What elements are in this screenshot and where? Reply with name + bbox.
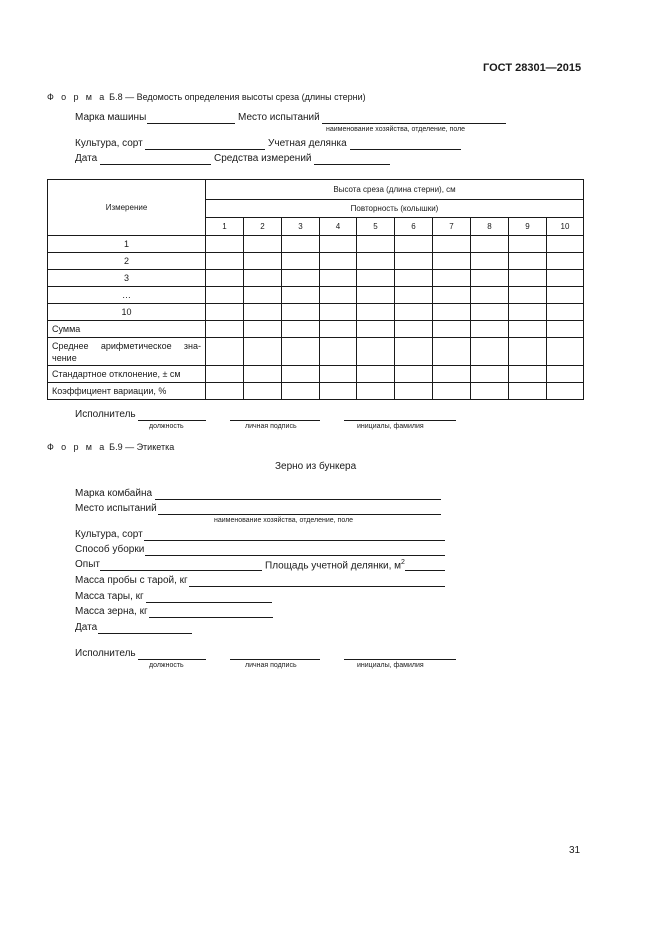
form9-place-line[interactable] [158, 514, 441, 515]
row-label: 2 [48, 253, 206, 270]
form8-sign-note: личная подпись [245, 423, 297, 430]
repeat-number: 9 [509, 218, 547, 236]
form9-sign-note: личная подпись [245, 662, 297, 669]
page-number: 31 [569, 845, 581, 856]
repeat-number: 2 [244, 218, 282, 236]
form9-name-line[interactable] [344, 659, 456, 660]
form8-title: Ф о р м а Б.8 — Ведомость определения высоты среза (длины стерни) [47, 92, 366, 102]
form9-performer-label: Исполнитель [75, 648, 136, 659]
height-measurement-table [47, 179, 584, 400]
form9-method-line[interactable] [145, 555, 445, 556]
form8-crop-line[interactable] [145, 149, 265, 150]
form9-plot-area-label: Площадь учетной делянки, $м^2$ [265, 559, 405, 572]
form8-plot-label: Учетная делянка [268, 138, 347, 149]
form8-crop-label: Культура, сорт [75, 138, 143, 149]
form9-sample-mass-line[interactable] [189, 586, 445, 587]
row-label-cv: Коэффициент вариации, % [48, 383, 206, 400]
header-measurement: Измерение [48, 180, 206, 236]
repeat-number: 1 [206, 218, 244, 236]
form9-place-note: наименование хозяйства, отделение, поле [214, 517, 354, 524]
header-repeat: Повторность (колышки) [206, 200, 584, 218]
form9-position-line[interactable] [138, 659, 206, 660]
form8-machine-line[interactable] [147, 123, 235, 124]
form8-date-label: Дата [75, 153, 98, 164]
form8-position-note: должность [149, 423, 184, 430]
repeat-number: 10 [547, 218, 584, 236]
form8-instruments-line[interactable] [314, 164, 390, 165]
form9-sign-line[interactable] [230, 659, 320, 660]
table-row [48, 304, 584, 321]
document-code: ГОСТ 28301—2015 [483, 62, 582, 74]
form9-grain-mass-line[interactable] [149, 617, 273, 618]
form8-name-line[interactable] [344, 420, 456, 421]
form8-performer-label: Исполнитель [75, 409, 136, 420]
row-label: 1 [48, 236, 206, 253]
repeat-number: 7 [433, 218, 471, 236]
form9-combine-line[interactable] [155, 499, 441, 500]
form8-machine-label: Марка машины [75, 112, 147, 123]
form8-instruments-label: Средства измерений [214, 153, 312, 164]
table-row [48, 253, 584, 270]
form9-subtitle: Зерно из бункера [275, 461, 357, 472]
form9-crop-line[interactable] [144, 540, 445, 541]
form9-position-note: должность [149, 662, 184, 669]
form9-place-label: Место испытаний [75, 503, 157, 514]
form9-crop-label: Культура, сорт [75, 529, 143, 540]
repeat-number: 5 [357, 218, 395, 236]
table-row-sum [48, 321, 584, 338]
repeat-number: 8 [471, 218, 509, 236]
table-row-cv [48, 383, 584, 400]
form8-date-line[interactable] [100, 164, 211, 165]
row-label-std: Стандартное отклонение, ± см [48, 366, 206, 383]
form9-method-label: Способ уборки [75, 544, 145, 555]
repeat-number: 4 [320, 218, 357, 236]
repeat-number: 6 [395, 218, 433, 236]
header-cut-height: Высота среза (длина стерни), см [206, 180, 584, 200]
table-row [48, 287, 584, 304]
table-row [48, 270, 584, 287]
form9-date-line[interactable] [98, 633, 192, 634]
form8-place-note: наименование хозяйства, отделение, поле [326, 126, 466, 133]
table-row-mean [48, 338, 584, 366]
form8-position-line[interactable] [138, 420, 206, 421]
form9-sample-mass-label: Масса пробы с тарой, кг [75, 575, 188, 586]
table-row [48, 236, 584, 253]
form9-experiment-label: Опыт [75, 559, 100, 570]
row-label: … [48, 287, 206, 304]
form9-combine-label: Марка комбайна [75, 488, 153, 499]
row-label-sum: Сумма [48, 321, 206, 338]
form9-tare-mass-label: Масса тары, кг [75, 591, 144, 602]
form9-title: Ф о р м а Б.9 — Этикетка [47, 442, 175, 452]
form9-experiment-line[interactable] [100, 570, 262, 571]
form8-place-label: Место испытаний [238, 112, 320, 123]
row-label-mean: Среднее арифметическое зна-чение [48, 338, 206, 366]
form9-plot-area-line[interactable] [405, 570, 445, 571]
form8-name-note: инициалы, фамилия [357, 423, 424, 430]
form8-plot-line[interactable] [350, 149, 461, 150]
form9-grain-mass-label: Масса зерна, кг [75, 606, 148, 617]
form8-sign-line[interactable] [230, 420, 320, 421]
form9-tare-mass-line[interactable] [146, 602, 272, 603]
table-row-std [48, 366, 584, 383]
form9-date-label: Дата [75, 622, 98, 633]
repeat-number: 3 [282, 218, 320, 236]
row-label: 10 [48, 304, 206, 321]
row-label: 3 [48, 270, 206, 287]
form9-name-note: инициалы, фамилия [357, 662, 424, 669]
form8-place-line[interactable] [322, 123, 506, 124]
